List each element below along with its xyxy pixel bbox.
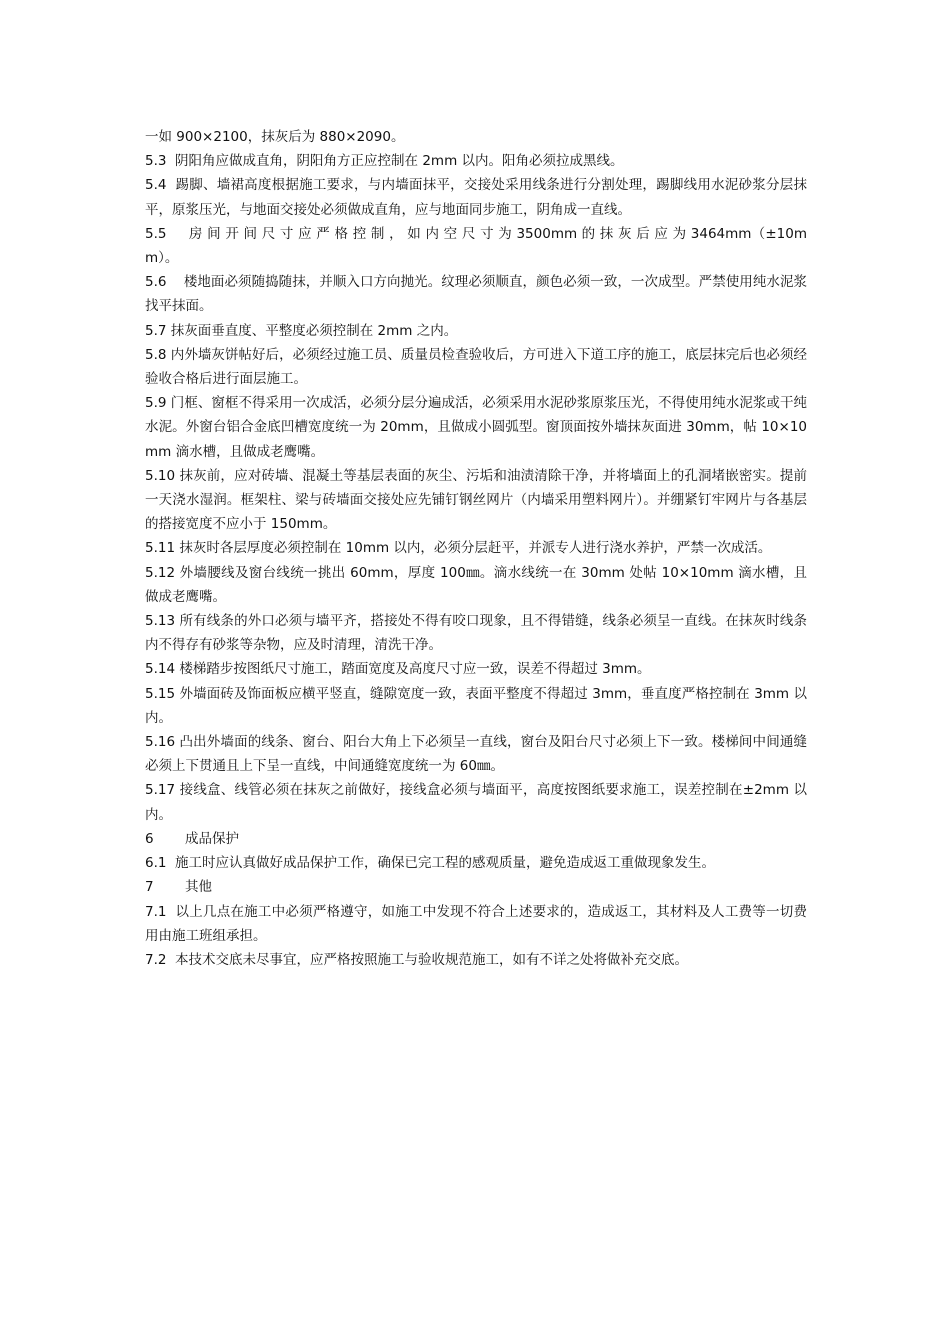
paragraph-5-11: 5.11 抹灰时各层厚度必须控制在 10mm 以内，必须分层赶平，并派专人进行浇水养护，严禁一次成活。 (145, 540, 772, 557)
section-number: 7 (145, 879, 154, 896)
paragraph-5-7: 5.7 抹灰面垂直度、平整度必须控制在 2mm 之内。 (145, 322, 458, 339)
paragraph-continuation: 一如 900×2100，抹灰后为 880×2090。 (145, 129, 405, 145)
section-heading-7 (145, 875, 807, 899)
paragraph-5-8: 5.8 内外墙灰饼帖好后，必须经过施工员、质量员检查验收后，方可进入下道工序的施工，底层抹完后也必须经验收合格后进行面层施工。 (145, 346, 807, 388)
paragraph-5-10: 5.10 抹灰前，应对砖墙、混凝土等基层表面的灰尘、污垢和油渍清除干净，并将墙面上的孔洞堵嵌密实。提前一天浇水湿润。框架柱、梁与砖墙面交接处应先铺钉钢丝网片（内墙采用塑料网片）。并绷紧钉牢网片与各基层的搭接宽度不应小于 150mm。 (145, 467, 807, 533)
paragraph-5-4: 5.4 踢脚、墙裙高度根据施工要求，与内墙面抹平，交接处采用线条进行分割处理，踢脚线用水泥砂浆分层抹平，原浆压光，与地面交接处必须做成直角，应与地面同步施工，阴角成一直线。 (145, 177, 807, 218)
paragraph-5-5: 5.5 房 间 开 间 尺 寸 应 严 格 控 制 ， 如 内 空 尺 寸 为 3500mm 的 抹 灰 后 应 为 3464mm（±10mm）。 (145, 225, 807, 267)
paragraph-5-3: 5.3 阴阳角应做成直角，阴阳角方正应控制在 2mm 以内。阳角必须拉成黑线。 (145, 153, 624, 170)
paragraph-5-14: 5.14 楼梯踏步按图纸尺寸施工，踏面宽度及高度尺寸应一致，误差不得超过 3mm。 (145, 661, 651, 678)
paragraph-5-15: 5.15 外墙面砖及饰面板应横平竖直，缝隙宽度一致，表面平整度不得超过 3mm，垂直度严格控制在 3mm 以内。 (145, 685, 807, 726)
paragraph-5-16: 5.16 凸出外墙面的线条、窗台、阳台大角上下必须呈一直线，窗台及阳台尺寸必须上下一致。楼梯间中间通缝必须上下贯通且上下呈一直线，中间通缝宽度统一为 60㎜。 (145, 734, 807, 775)
paragraph-7-2: 7.2 本技术交底未尽事宜，应严格按照施工与验收规范施工，如有不详之处将做补充交底。 (145, 951, 689, 968)
document-body (145, 125, 807, 972)
section-title: 成品保护 (185, 830, 239, 847)
paragraph-5-6: 5.6 楼地面必须随捣随抹，并顺入口方向抛光。纹理必须顺直，颜色必须一致，一次成型。严禁使用纯水泥浆找平抹面。 (145, 274, 807, 315)
section-number: 6 (145, 830, 154, 847)
paragraph-5-12: 5.12 外墙腰线及窗台线统一挑出 60mm，厚度 100㎜。滴水线统一在 30mm 处帖 10×10mm 滴水槽，且做成老鹰嘴。 (145, 564, 807, 605)
paragraph-6-1: 6.1 施工时应认真做好成品保护工作，确保已完工程的感观质量，避免造成返工重做现象发生。 (145, 855, 716, 872)
paragraph-5-9: 5.9 门框、窗框不得采用一次成活，必须分层分遍成活，必须采用水泥砂浆原浆压光，不得使用纯水泥浆或干纯水泥。外窗台铝合金底凹槽宽度统一为 20mm，且做成小圆弧型。窗顶面按外墙抹灰面进 30mm，帖 10×10mm 滴水槽，且做成老鹰嘴。 (145, 395, 807, 460)
section-title: 其他 (185, 879, 212, 896)
paragraph-5-13: 5.13 所有线条的外口必须与墙平齐，搭接处不得有咬口现象，且不得错缝，线条必须呈一直线。在抹灰时线条内不得存有砂浆等杂物，应及时清理，清洗干净。 (145, 613, 807, 654)
paragraph-5-17: 5.17 接线盒、线管必须在抹灰之前做好，接线盒必须与墙面平，高度按图纸要求施工，误差控制在±2mm 以内。 (145, 782, 807, 823)
section-heading-6 (145, 827, 807, 851)
paragraph-7-1: 7.1 以上几点在施工中必须严格遵守，如施工中发现不符合上述要求的，造成返工，其材料及人工费等一切费用由施工班组承担。 (145, 903, 807, 944)
